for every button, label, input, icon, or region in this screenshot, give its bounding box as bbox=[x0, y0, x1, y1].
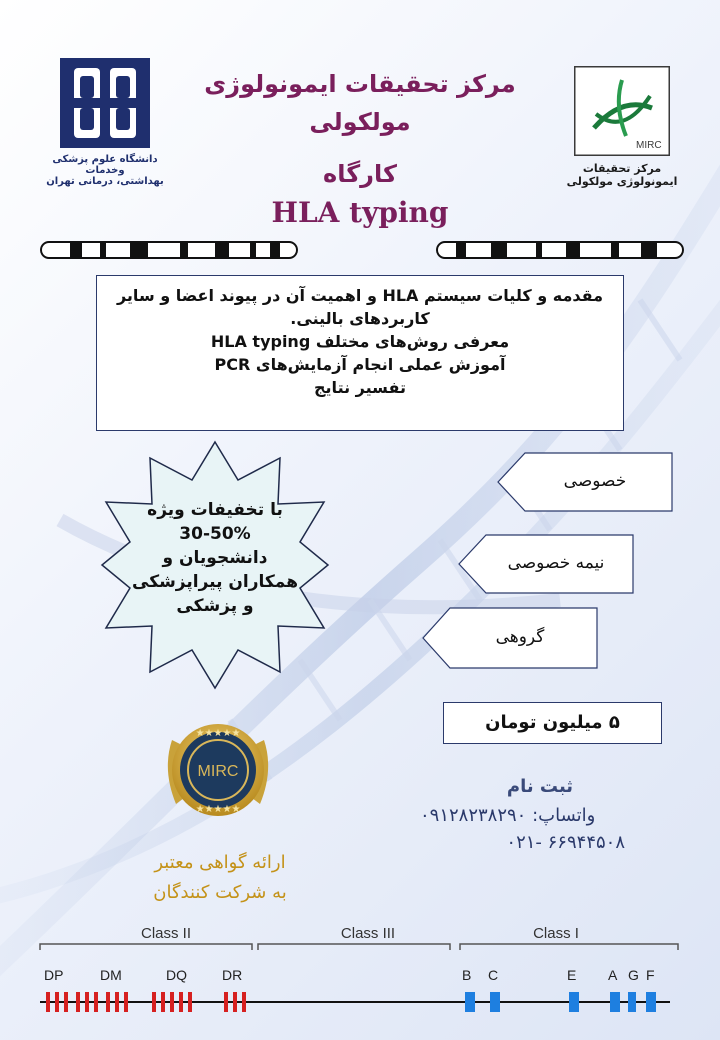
topic-item: مقدمه و کلیات سیستم HLA و اهمیت آن در پیوند اعضا و سایر bbox=[116, 286, 604, 305]
locus-e: E bbox=[567, 967, 577, 983]
tums-caption-line1: دانشگاه علوم پزشکی وخدمات bbox=[52, 154, 158, 176]
topic-item: کاربردهای بالینی. bbox=[290, 309, 430, 328]
topic-item: معرفی روش‌های مختلف HLA typing bbox=[210, 332, 510, 351]
option-semi-private bbox=[458, 534, 634, 594]
locus-dm: DM bbox=[100, 967, 122, 983]
locus-g: G bbox=[628, 967, 639, 983]
tums-logo bbox=[40, 58, 170, 188]
option-private bbox=[497, 452, 673, 512]
price-box bbox=[443, 702, 662, 744]
locus-b: B bbox=[462, 967, 472, 983]
whatsapp-label: واتساپ: bbox=[532, 805, 596, 826]
registration-block bbox=[420, 776, 670, 853]
locus-f: F bbox=[646, 967, 655, 983]
certificate-line2: به شرکت کنندگان bbox=[153, 882, 287, 903]
phone-number[interactable]: ۰۲۱- ۶۶۹۴۴۵۰۸ bbox=[506, 832, 625, 853]
center-title-line1: مرکز تحقیقات ایمونولوژی bbox=[204, 70, 516, 98]
class-ii-label: Class II bbox=[140, 925, 192, 942]
registration-title: ثبت نام bbox=[506, 776, 574, 797]
svg-text:★★★★★: ★★★★★ bbox=[195, 728, 241, 739]
locus-dp: DP bbox=[44, 967, 64, 983]
hla-gene-map bbox=[30, 920, 690, 1030]
mirc-caption-line2: ایمونولوژی مولکولی bbox=[566, 175, 678, 188]
workshop-label: کارگاه bbox=[323, 160, 397, 188]
discount-badge bbox=[100, 440, 330, 690]
class-iii-label: Class III bbox=[340, 925, 396, 942]
chromosome-bar-left bbox=[40, 240, 300, 260]
topic-item: آموزش عملی انجام آزمایش‌های PCR bbox=[214, 355, 506, 374]
mirc-logo bbox=[560, 66, 684, 188]
mirc-emblem-icon bbox=[574, 66, 670, 156]
mirc-caption-line1: مرکز تحقیقات bbox=[582, 162, 662, 175]
svg-text:★★★★★: ★★★★★ bbox=[195, 804, 241, 815]
locus-a: A bbox=[608, 967, 618, 983]
locus-dq: DQ bbox=[166, 967, 187, 983]
option-group-label: گروهی bbox=[495, 627, 545, 647]
certificate-line1: ارائه گواهی معتبر bbox=[154, 852, 286, 873]
discount-line5: و پزشکی bbox=[176, 596, 254, 616]
tums-caption-line2: بهداشتی، درمانی تهران bbox=[46, 176, 164, 187]
class-i-label: Class I bbox=[533, 925, 579, 942]
option-private-label: خصوصی bbox=[563, 471, 627, 491]
tums-emblem-icon bbox=[60, 58, 150, 148]
discount-line2: 30-50% bbox=[179, 524, 251, 544]
discount-line1: با تخفیفات ویژه bbox=[147, 500, 283, 520]
price-label: ۵ میلیون تومان bbox=[485, 712, 620, 733]
certificate-text bbox=[120, 848, 320, 908]
topic-item: تفسیر نتایج bbox=[314, 378, 406, 397]
mirc-logo-badge: MIRC bbox=[636, 140, 662, 151]
seal-text: MIRC bbox=[197, 763, 239, 780]
center-title-line2: مولکولی bbox=[309, 108, 411, 136]
option-group bbox=[422, 607, 598, 669]
workshop-name: HLA typing bbox=[271, 196, 449, 229]
seal-medal-icon bbox=[158, 700, 278, 840]
chromosome-bar-right bbox=[436, 240, 686, 260]
locus-c: C bbox=[488, 967, 499, 983]
discount-line3: دانشجویان و bbox=[162, 548, 268, 568]
locus-dr: DR bbox=[222, 967, 243, 983]
discount-line4: همکاران پیراپزشکی bbox=[132, 572, 298, 592]
option-semi-private-label: نیمه خصوصی bbox=[507, 553, 605, 573]
whatsapp-number[interactable]: ۰۹۱۲۸۲۳۸۲۹۰ bbox=[420, 805, 527, 826]
topics-box bbox=[96, 275, 624, 431]
mirc-seal bbox=[158, 700, 278, 840]
